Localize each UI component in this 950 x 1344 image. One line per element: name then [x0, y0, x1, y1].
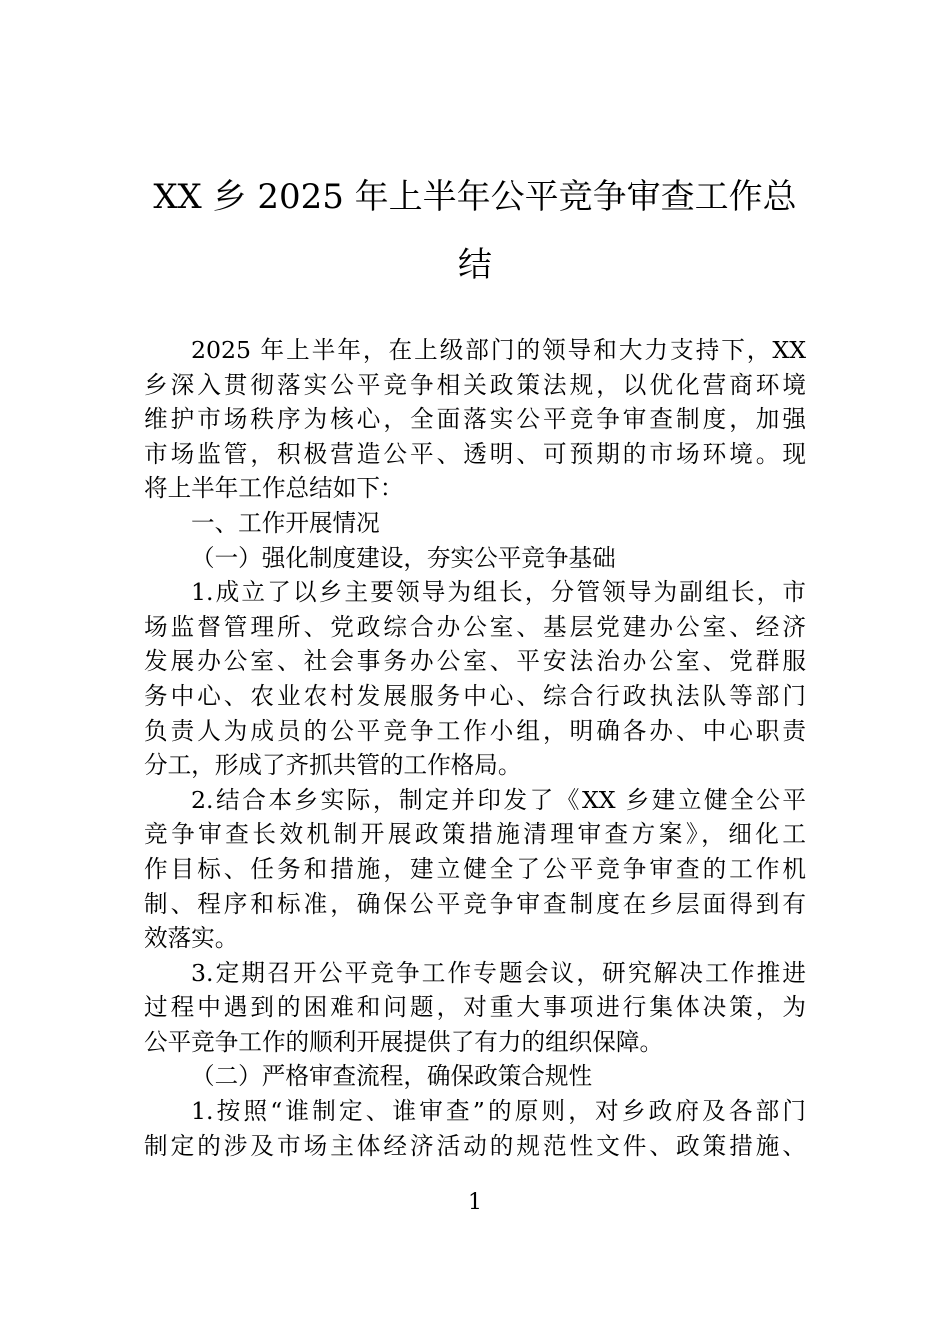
text-line: 1.成立了以乡主要领导为组长，分管领导为副组长，市 [191, 578, 806, 607]
text-line: 将上半年工作总结如下： [144, 474, 404, 503]
text-line: 制、程序和标准，确保公平竞争审查制度在乡层面得到有 [144, 889, 806, 918]
title-line: XX 乡 2025 年上半年公平竞争审查工作总 [153, 177, 797, 217]
text-line: 竞争审查长效机制开展政策措施清理审查方案》，细化工 [144, 820, 806, 849]
text-line: 过程中遇到的困难和问题，对重大事项进行集体决策，为 [144, 993, 806, 1022]
text-line: 效落实。 [144, 924, 239, 953]
document-body [144, 333, 806, 1163]
text-line: 3.定期召开公平竞争工作专题会议，研究解决工作推进 [191, 958, 806, 987]
text-line: 制定的涉及市场主体经济活动的规范性文件、政策措施、 [144, 1131, 806, 1160]
text-line: 发展办公室、社会事务办公室、平安法治办公室、党群服 [144, 647, 806, 676]
text-line: 2.结合本乡实际，制定并印发了《XX 乡建立健全公平 [191, 785, 806, 814]
item-paragraph [144, 783, 806, 956]
subsection-heading: （一）强化制度建设，夯实公平竞争基础 [191, 543, 616, 572]
text-line: 2025 年上半年，在上级部门的领导和大力支持下，XX [191, 336, 806, 364]
text-line: 分工，形成了齐抓共管的工作格局。 [144, 751, 522, 780]
document-title [120, 163, 830, 299]
section-heading: 一、工作开展情况 [191, 508, 380, 537]
item-paragraph [144, 956, 806, 1060]
text-line: 场监督管理所、党政综合办公室、基层党建办公室、经济 [144, 612, 806, 641]
subsection-heading: （二）严格审查流程，确保政策合规性 [191, 1062, 593, 1091]
text-line: 务中心、农业农村发展服务中心、综合行政执法队等部门 [144, 681, 806, 710]
text-line: 维护市场秩序为核心，全面落实公平竞争审查制度，加强 [144, 405, 806, 434]
text-line: 1.按照“谁制定、谁审查”的原则，对乡政府及各部门 [191, 1097, 806, 1126]
item-paragraph [144, 575, 806, 783]
text-line: 负责人为成员的公平竞争工作小组，明确各办、中心职责 [144, 716, 806, 745]
page-number: 1 [468, 1190, 482, 1215]
title-line: 结 [458, 245, 492, 285]
text-line: 公平竞争工作的顺利开展提供了有力的组织保障。 [144, 1027, 664, 1056]
text-line: 作目标、任务和措施，建立健全了公平竞争审查的工作机 [144, 854, 806, 883]
item-paragraph [144, 1094, 806, 1163]
intro-paragraph [144, 333, 806, 506]
text-line: 乡深入贯彻落实公平竞争相关政策法规，以优化营商环境 [144, 370, 806, 399]
text-line: 市场监管，积极营造公平、透明、可预期的市场环境。现 [144, 439, 806, 468]
